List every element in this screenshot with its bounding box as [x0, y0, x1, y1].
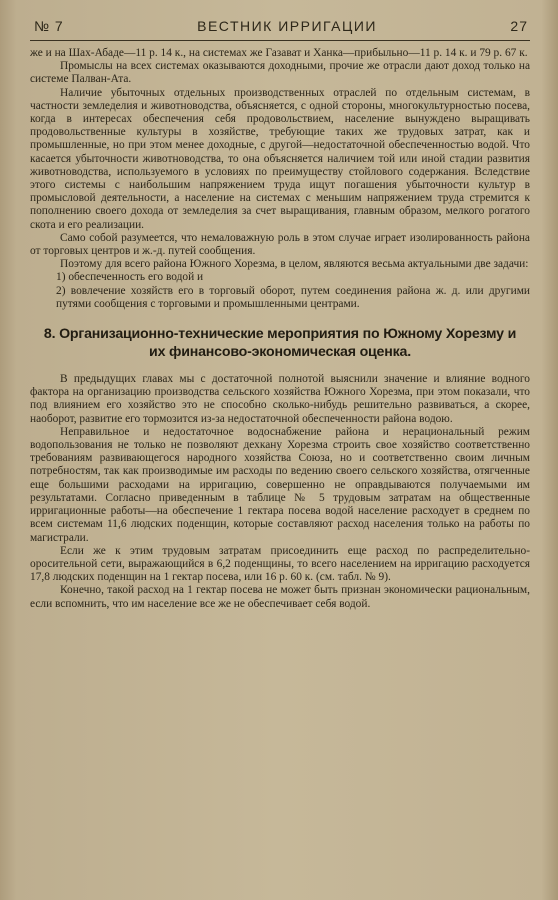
- paragraph: В предыдущих главах мы с достаточной полнотой выяснили значение и влияние водного фактора на организацию производства сельского хозяйства Южного Хорезма, при этом показали, что под влиянием его хозяйство это не способно сколько-нибудь решительно развиваться, а скорее, наоборот, развитие его тормозится из-за недостаточной обеспеченности района водою.: [30, 373, 530, 425]
- task-item: 2) вовлечение хозяйств его в торговый оборот, путем соединения района ж. д. или другими путями сообщения с торговыми и промышленными центрами.: [56, 284, 530, 310]
- paragraph: Само собой разумеется, что немаловажную роль в этом случае играет изолированность района от торговых центров и ж.-д. путей сообщения.: [30, 231, 530, 258]
- journal-title: ВЕСТНИК ИРРИГАЦИИ: [197, 18, 377, 34]
- page-number: 27: [510, 18, 528, 34]
- body-text-bottom: [30, 373, 530, 611]
- paragraph: же и на Шах-Абаде—11 р. 14 к., на системах же Газават и Ханка—прибыльно—11 р. 14 к. и 79 р. 67 к.: [30, 47, 528, 59]
- paragraph: Наличие убыточных отдельных производственных отраслей по отдельным системам, в частности земледелия и животноводства, объясняется, с одной стороны, многокультурностью посева, когда в интересах обеспечения себя продовольствием, население вынуждено выращивать продовольственные культуры в хозяйстве, требующие таких же трудовых затрат, как и промышленные, но при этом менее доходные, с другой—недостаточной обеспеченностью водой. Что касается убыточности животноводства, то она объясняется наличием той или иной стадии развития животноводства, используемого в условиях по преимуществу стойлового содержания. Вследствие этого системы с наибольшим напряжением труда ищут погашения убыточности культур в промысловой деятельности, а население на системах с меньшим напряжением труда стремится к пополнению своего дохода от земледелия за счет выращивания, главным образом, мелкого рогатого скота и его реализации.: [30, 86, 530, 231]
- header-rule: [30, 40, 530, 41]
- paragraph: Поэтому для всего района Южного Хорезма, в целом, являются весьма актуальными две задачи:: [60, 258, 529, 271]
- paragraph: Промыслы на всех системах оказываются доходными, прочие же отрасли дают доход только на системе Палван-Ата.: [30, 60, 530, 86]
- body-text-top: [30, 47, 530, 311]
- task-item: 1) обеспеченность его водой и: [56, 271, 204, 284]
- paragraph: Если же к этим трудовым затратам присоединить еще расход по распределительно-оросительной сети, выражающийся в 6,2 поденщины, то всего населением на ирригацию расходуется 17,8 людских поденщин на 1 гектар посева, или 16 р. 60 к. (см. табл. № 9).: [30, 544, 530, 584]
- page-header: [30, 18, 530, 34]
- section-heading: 8. Организационно-технические мероприятия по Южному Хорезму и их финансово-экономическая оценка.: [43, 326, 517, 361]
- issue-number: № 7: [34, 18, 64, 34]
- paragraph: Неправильное и недостаточное водоснабжение района и нерациональный режим водопользования не только не позволяют дехкану Хорезма строить свое хозяйство соответственно требованиям развивающегося народного хозяйства Союза, но и соответственно своим личным потребностям, так как производимые им расходы по ведению своего сельского хозяйства, отягченные еще большими расходами на ирригацию, совершенно не оправдываются получаемыми им результатами. Согласно приведенным в таблице № 5 трудовым затратам на общественные ирригационные работы—на обеспечение 1 гектара посева водой население расходует в среднем по всем системам 11,6 людских поденщин, которые составляют расход населения только на работы по магистрали.: [30, 425, 530, 544]
- paragraph: Конечно, такой расход на 1 гектар посева не может быть признан экономически рациональным, если вспомнить, что им население все же не обеспечивает себя водой.: [30, 584, 530, 610]
